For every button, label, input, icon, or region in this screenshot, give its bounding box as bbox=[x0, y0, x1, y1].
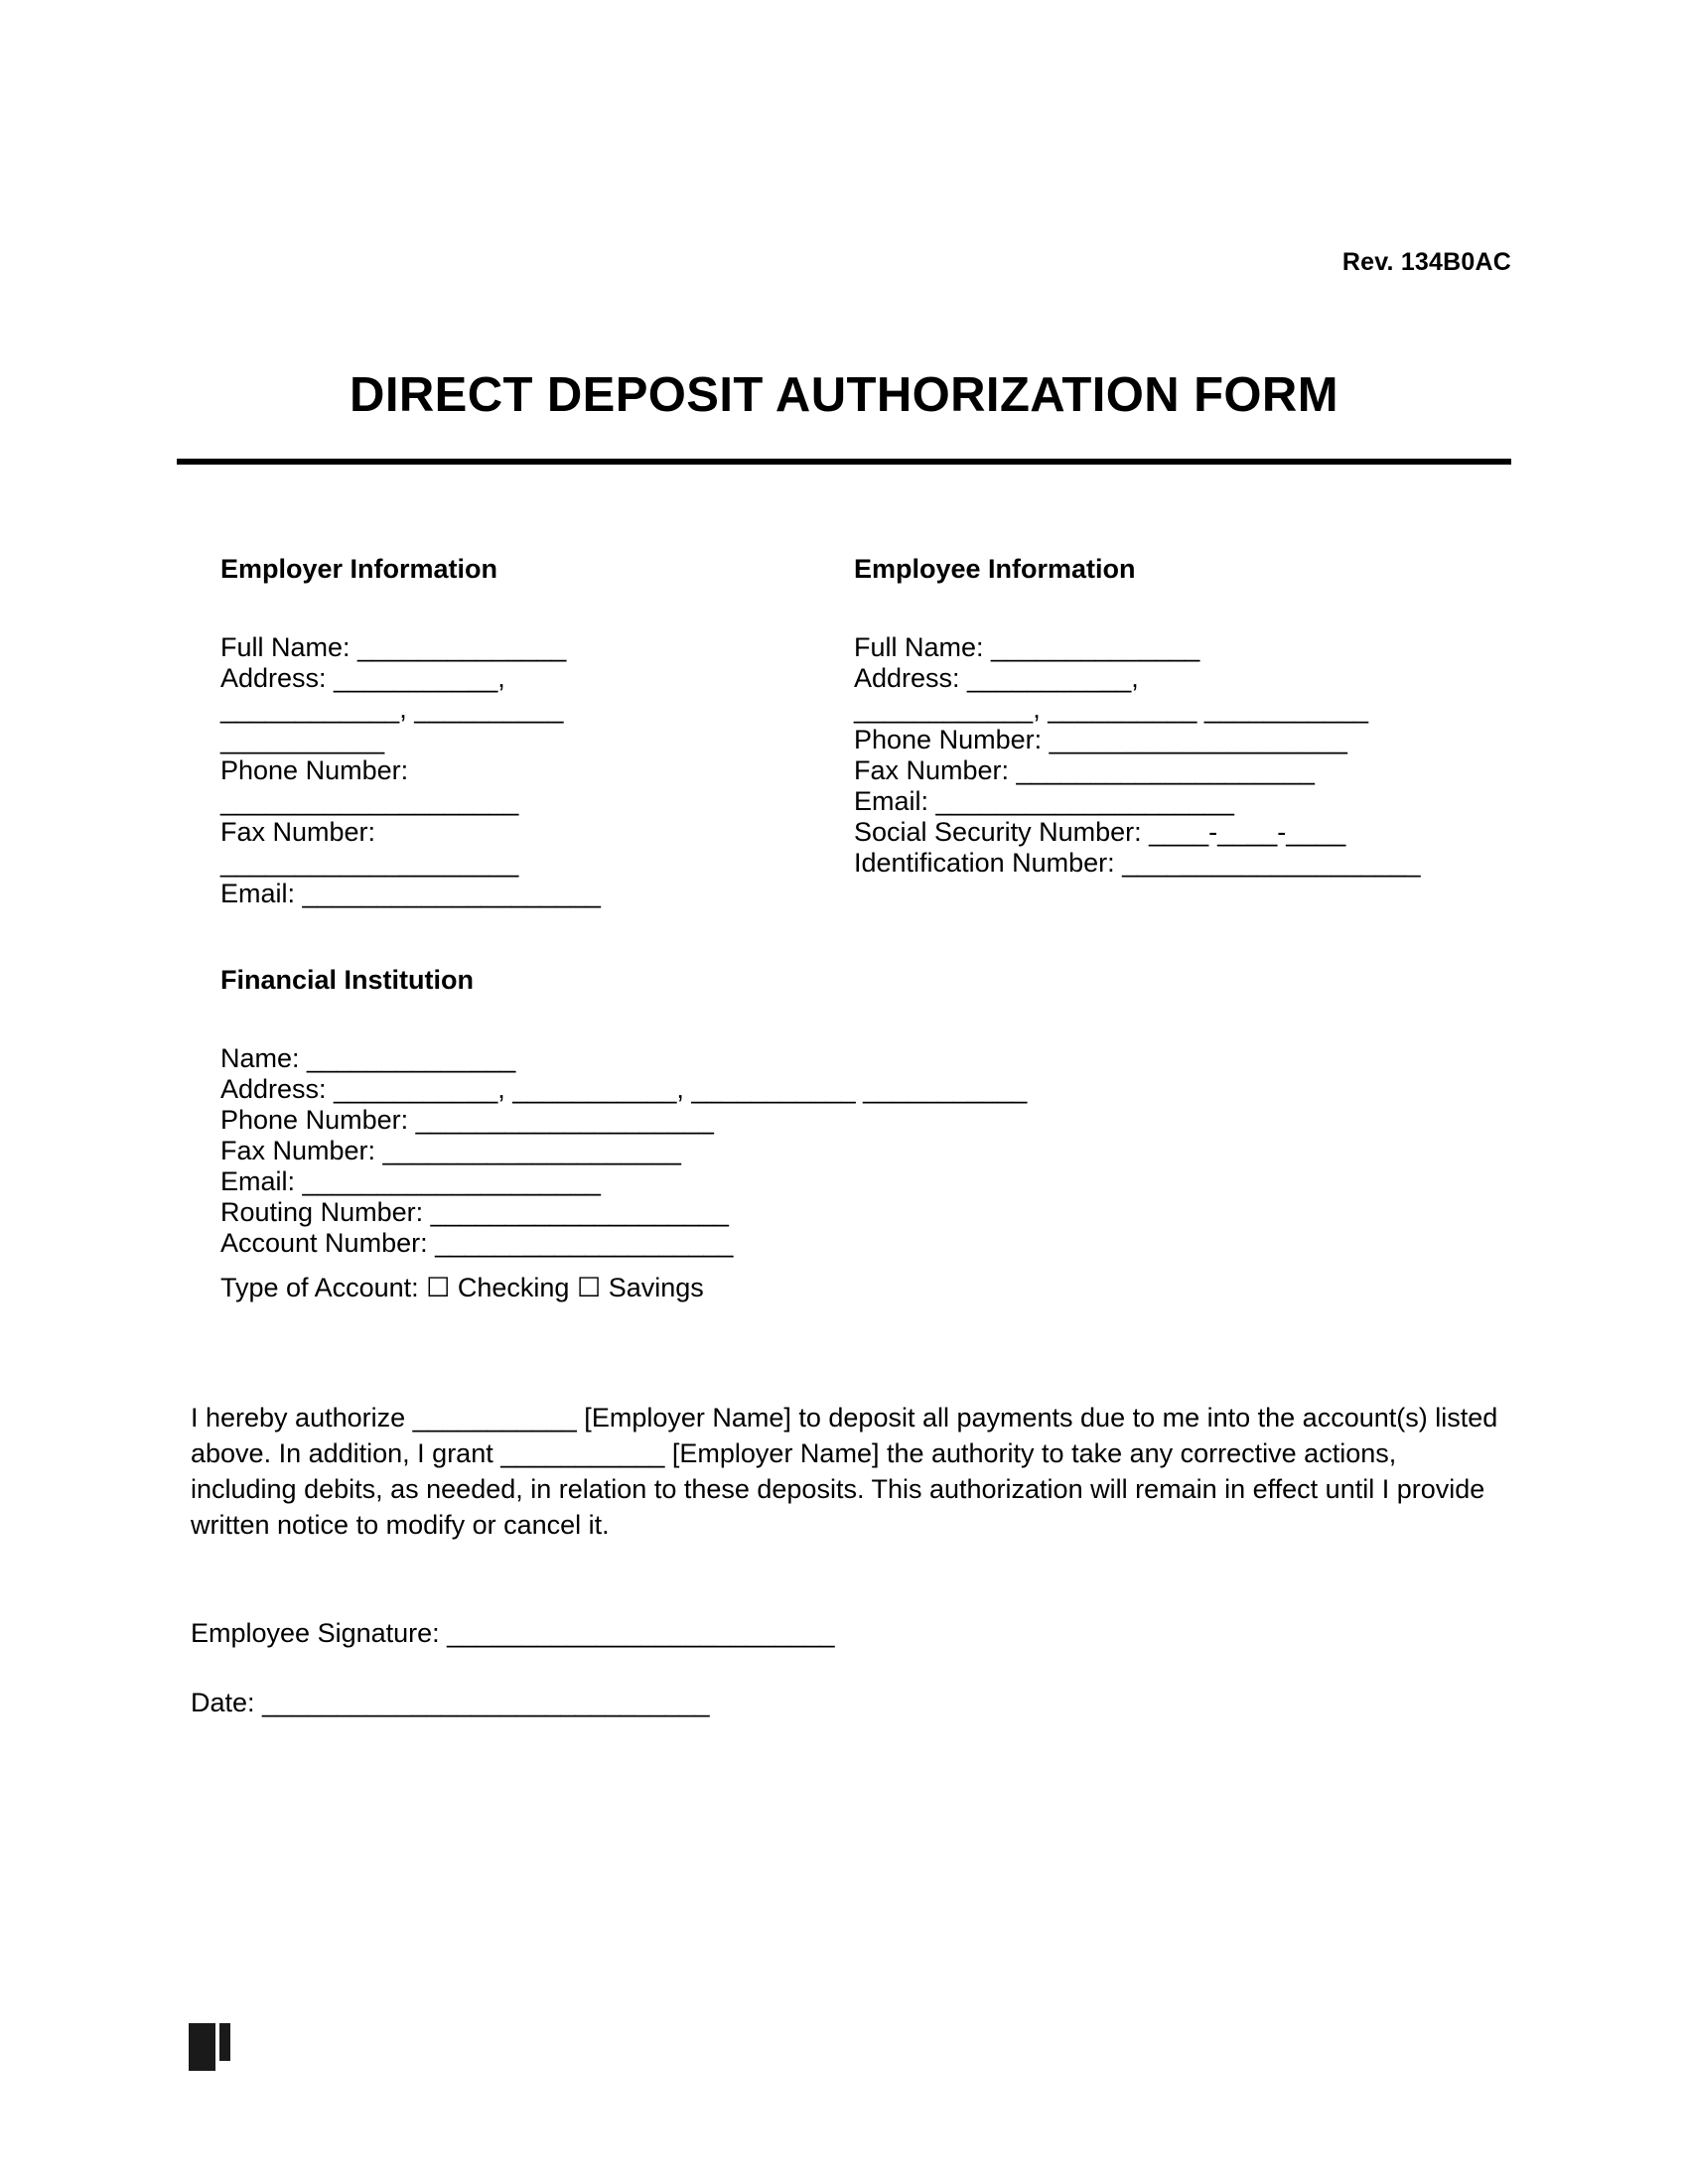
employer-information-section bbox=[220, 554, 618, 909]
employee-information-section bbox=[854, 554, 1470, 879]
financial-institution-heading: Financial Institution bbox=[220, 965, 474, 995]
savings-label: Savings bbox=[608, 1273, 704, 1302]
financial-institution-fields[interactable]: Name: ______________ Address: ___________, ___________, ___________ ___________ Phone Number: ____________________ Fax Number: ____________________ Email: ____________________ Routing Number: ____________________ Account Number: ____________________ bbox=[220, 1043, 1028, 1258]
checking-checkbox[interactable]: ☐ bbox=[426, 1273, 451, 1302]
checking-label: Checking bbox=[457, 1273, 570, 1302]
account-type-label: Type of Account: bbox=[220, 1273, 419, 1302]
savings-checkbox[interactable]: ☐ bbox=[576, 1273, 602, 1302]
page-title: DIRECT DEPOSIT AUTHORIZATION FORM bbox=[350, 368, 1338, 422]
employee-information-heading: Employee Information bbox=[854, 554, 1136, 584]
account-type-row bbox=[220, 1273, 1114, 1303]
financial-institution-section bbox=[220, 965, 1114, 1303]
employer-information-heading: Employer Information bbox=[220, 554, 498, 584]
title-divider bbox=[177, 459, 1511, 465]
signature-date-field[interactable]: Date: ______________________________ bbox=[191, 1688, 710, 1717]
authorization-paragraph: I hereby authorize ___________ [Employer Name] to deposit all payments due to me into the account(s) listed above. In addition, I grant ___________ [Employer Name] the authority to take any corrective actions, including debits, as needed, in relation to these deposits. This authorization will remain in effect until I provide written notice to modify or cancel it. bbox=[191, 1403, 1498, 1540]
legal-templates-logo-icon bbox=[189, 2023, 230, 2071]
employer-information-fields[interactable]: Full Name: ______________ Address: ___________, ____________, __________ ___________ Phone Number: ____________________ Fax Number: ____________________ Email: ____________________ bbox=[220, 632, 601, 908]
revision-label: Rev. 134B0AC bbox=[1341, 248, 1511, 276]
employee-signature-field[interactable]: Employee Signature: __________________________ bbox=[191, 1618, 835, 1648]
employee-information-fields[interactable]: Full Name: ______________ Address: ___________, ____________, __________ ___________ Phone Number: ____________________ Fax Number: ____________________ Email: ____________________ Social Security Number: ____-____-____ Identification Number: ____________________ bbox=[854, 632, 1421, 878]
